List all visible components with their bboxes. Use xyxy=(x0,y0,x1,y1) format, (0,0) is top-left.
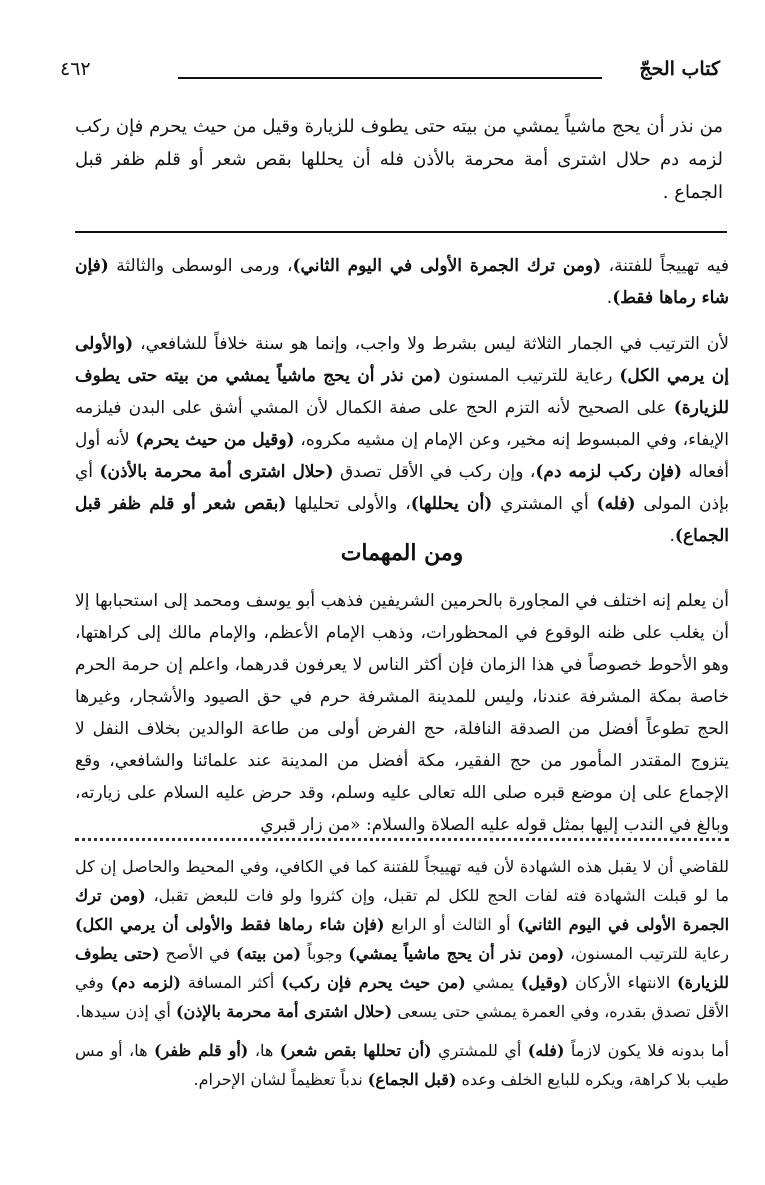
text-run: أكثر المسافة xyxy=(180,973,282,992)
text-run: ، ورمى الوسطى والثالثة xyxy=(108,256,293,276)
footnote-paragraph-1 xyxy=(75,852,729,1026)
text-run: ندباً تعظيماً لشان الإحرام. xyxy=(193,1070,368,1089)
bold-quoted-text: (حتى يطوف للزيارة) xyxy=(75,944,730,992)
footnotes-block xyxy=(75,852,729,1104)
text-run: رعاية للترتيب المسنون، xyxy=(564,944,730,963)
text-run: رعاية للترتيب المسنون xyxy=(441,366,620,386)
text-run: وجوباً xyxy=(301,944,349,963)
text-run: ، والأولى تحليلها xyxy=(286,494,411,514)
text-run: . xyxy=(606,288,613,308)
bold-quoted-text: (أن يحللها) xyxy=(410,494,493,514)
bold-quoted-text: (ومن نذر أن يحج ماشياً يمشي) xyxy=(348,944,565,963)
text-run: لأنه أول أفعاله xyxy=(75,430,730,482)
bold-quoted-text: (فإن ركب لزمه دم) xyxy=(535,462,683,482)
mohimmat-paragraph: أن يعلم إنه اختلف في المجاورة بالحرمين الشريفين فذهب أبو يوسف ومحمد إلى استحبابها إلا أن يغلب على ظنه الوقوع في المحظورات، وذهب الإمام الأعظم، والإمام مالك إلى كراهتها، وهو الأحوط خصوصاً في هذا الزمان فإن أكثر الناس لا يعرفون قدرهما، واعلم إن حرمة الحرم خاصة بمكة المشرفة عندنا، وليس للمدينة المشرفة حرم في حق الصيود والأشجار، وغيرها الحج تطوعاً أفضل من الصدقة النافلة، حج الفرض أولى من طاعة الوالدين بخلاف النفل لا يتزوج المقتدر المأمور من حج الفقير، مكة أفضل من المدينة عند علمائنا والشافعي، وقع الإجماع على إن موضع قبره صلى الله تعالى عليه وسلم، وقد حرض عليه السلام على زيارته، وبالغ في الندب إليها بمثل قوله عليه الصلاة والسلام: «من زار قبري xyxy=(75,591,729,835)
bold-quoted-text: (وقيل) xyxy=(520,973,569,992)
footnote-paragraph-2 xyxy=(75,1036,729,1094)
matn-end-mark: . xyxy=(662,182,669,203)
text-run: على الصحيح لأنه التزم الحج على صفة الكمال لأن المشي أشق على البدن فيلزمه الإيفاء، وفي المبسوط إنه مخير، وعن الإمام إن مشيه مكروه، xyxy=(75,398,729,450)
text-run: في الأصح xyxy=(159,944,237,963)
text-run: أي للمشتري xyxy=(431,1041,528,1060)
matn-text-block xyxy=(75,110,723,209)
commentary-paragraph-1 xyxy=(75,250,729,314)
text-run: أما بدونه فلا يكون لازماً xyxy=(564,1041,729,1060)
bold-quoted-text: (فله) xyxy=(527,1041,565,1060)
text-run: الانتهاء الأركان xyxy=(568,973,678,992)
bold-quoted-text: (ومن ترك الجمرة الأولى في اليوم الثاني) xyxy=(75,886,730,934)
bold-quoted-text: (من بيته) xyxy=(236,944,302,963)
text-run: أي إذن سيدها. xyxy=(75,1002,176,1021)
text-run: أي المشتري xyxy=(492,494,597,514)
text-run: وفي الأقل تصدق بقدره، وفي العمرة يمشي حتى يسعى xyxy=(75,973,729,1021)
text-run: فيه تهييجاً للفتنة، xyxy=(601,256,730,276)
bold-quoted-text: (أو قلم ظفر) xyxy=(153,1041,249,1060)
bold-quoted-text: (أن تحللها بقص شعر) xyxy=(279,1041,432,1060)
bold-quoted-text: (فإن شاء رماها فقط والأولى أن يرمي الكل) xyxy=(75,915,385,934)
bold-quoted-text: (قبل الجماع) xyxy=(367,1070,457,1089)
text-run: يمشي xyxy=(465,973,521,992)
bold-quoted-text: (من نذر أن يحج ماشياً يمشي من بيته حتى يطوف للزيارة) xyxy=(75,366,729,418)
bold-quoted-text: (فله) xyxy=(596,494,636,514)
text-run: . xyxy=(669,526,675,546)
commentary-block xyxy=(75,250,729,566)
mohimmat-block xyxy=(75,585,729,841)
bold-quoted-text: (لزمه دم) xyxy=(110,973,181,992)
matn-text: من نذر أن يحج ماشياً يمشي من بيته حتى يطوف للزيارة وقيل من حيث يحرم فإن ركب لزمه دم حلال اشترى أمة محرمة بالأذن فله أن يحللها بقص شعر أو قلم ظفر قبل الجماع xyxy=(75,116,723,203)
bold-quoted-text: (والأولى إن يرمي الكل) xyxy=(75,334,729,386)
bold-quoted-text: (وقيل من حيث يحرم) xyxy=(135,430,295,450)
bold-quoted-text: (من حيث يحرم فإن ركب) xyxy=(281,973,466,992)
text-run: لأن الترتيب في الجمار الثلاثة ليس بشرط ولا واجب، وإنما هو سنة خلافاً للشافعي، xyxy=(133,334,729,354)
bold-quoted-text: (فإن شاء رماها فقط) xyxy=(75,256,729,308)
text-run: أو الثالث أو الرابع xyxy=(384,915,518,934)
text-run: ، وإن ركب في الأقل تصدق xyxy=(333,462,536,482)
bold-quoted-text: (ومن ترك الجمرة الأولى في اليوم الثاني) xyxy=(292,256,602,276)
section-heading: ومن المهمات xyxy=(340,540,464,566)
text-run: للقاضي أن لا يقبل هذه الشهادة لأن فيه تهييجاً للفتنة كما في الكافي، وفي المحيط والحاصل إن كل ما لو قبلت الشهادة فته لفات الحج للكل لم تقبل، وإن كثروا ولو فات للبعض تقبل، xyxy=(75,857,729,905)
running-header xyxy=(60,58,720,88)
book-title: كتاب الحجّ xyxy=(639,58,720,80)
text-run: ها، أو مس طيب بلا كراهة، ويكره للبايع الخلف وعده xyxy=(75,1041,729,1089)
footnote-dotted-separator xyxy=(75,838,729,841)
matn-separator-rule xyxy=(75,231,727,233)
bold-quoted-text: (بقص شعر أو قلم ظفر قبل الجماع) xyxy=(75,494,729,546)
commentary-paragraph-2 xyxy=(75,328,729,552)
text-run: أي بإذن المولى xyxy=(75,462,730,514)
page-number: ٤٦٢ xyxy=(60,58,91,80)
header-rule xyxy=(178,77,602,79)
bold-quoted-text: (حلال اشترى أمة محرمة بالإذن) xyxy=(175,1002,393,1021)
bold-quoted-text: (حلال اشترى أمة محرمة بالأذن) xyxy=(99,462,334,482)
text-run: ها، xyxy=(248,1041,280,1060)
